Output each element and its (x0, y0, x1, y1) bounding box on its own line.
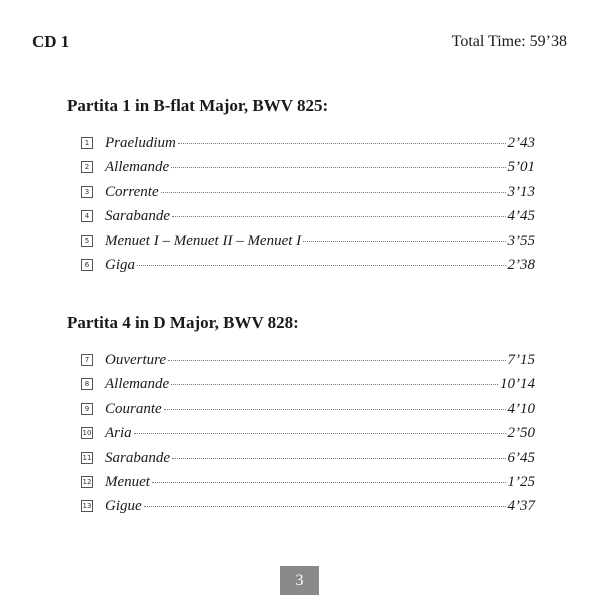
track-title: Allemande (105, 376, 170, 393)
track-duration: 3’55 (507, 232, 535, 249)
track-title: Gigue (105, 498, 142, 515)
track-number: 3 (81, 186, 93, 198)
track-duration: 6’45 (507, 449, 535, 466)
track-number: 7 (81, 354, 93, 366)
track-number: 11 (82, 453, 92, 462)
track-row (81, 135, 535, 159)
track-title: Allemande (105, 159, 170, 176)
track-number: 10 (82, 429, 92, 438)
track-row (81, 233, 535, 257)
track-row (81, 376, 535, 400)
track-title: Aria (105, 425, 132, 442)
track-duration: 10’14 (500, 376, 535, 393)
track-number: 12 (82, 477, 92, 486)
track-row (81, 184, 535, 208)
track-title: Praeludium (105, 135, 176, 151)
track-duration: 2’43 (507, 135, 535, 151)
track-duration: 1’25 (507, 473, 535, 490)
total-time: Total Time: 59’38 (451, 33, 567, 50)
track-list (67, 352, 535, 523)
track-number: 6 (81, 259, 93, 271)
track-row (81, 498, 535, 522)
track-duration: 2’50 (507, 425, 535, 442)
track-title: Sarabande (105, 449, 170, 466)
dot-leader (303, 241, 505, 242)
section-title: Partita 1 in B-flat Major, BWV 825: (67, 96, 329, 115)
section-title: Partita 4 in D Major, BWV 828: (67, 313, 299, 332)
track-row (81, 208, 535, 232)
dot-leader (171, 167, 505, 168)
track-duration: 4’37 (507, 498, 535, 515)
track-number: 13 (82, 502, 92, 511)
track-title: Sarabande (105, 208, 170, 225)
track-title: Menuet I – Menuet II – Menuet I (105, 232, 302, 249)
cd-label: CD 1 (32, 32, 70, 51)
dot-leader (171, 384, 498, 385)
track-row (81, 352, 535, 376)
track-number: 5 (81, 235, 93, 247)
track-number: 9 (81, 403, 93, 415)
track-duration: 2’38 (507, 256, 535, 273)
track-title: Courante (105, 400, 162, 417)
track-row (81, 159, 535, 183)
track-duration: 4’45 (507, 208, 535, 225)
dot-leader (152, 482, 506, 483)
track-title: Corrente (105, 183, 159, 200)
track-duration: 4’10 (507, 400, 535, 417)
dot-leader (164, 409, 506, 410)
dot-leader (134, 433, 506, 434)
dot-leader (161, 192, 506, 193)
track-duration: 7’15 (507, 352, 535, 368)
track-row (81, 474, 535, 498)
track-duration: 5’01 (507, 159, 535, 176)
page-header (32, 32, 567, 54)
dot-leader (144, 506, 506, 507)
dot-leader (168, 360, 505, 361)
track-row (81, 401, 535, 425)
dot-leader (172, 458, 506, 459)
track-number: 4 (81, 210, 93, 222)
partita-4-section (67, 312, 535, 523)
track-row (81, 450, 535, 474)
dot-leader (137, 265, 506, 266)
page-number: 3 (280, 566, 319, 595)
partita-1-section (67, 95, 535, 281)
track-number: 2 (81, 161, 93, 173)
track-row (81, 257, 535, 281)
track-number: 8 (81, 378, 93, 390)
dot-leader (178, 143, 506, 144)
track-duration: 3’13 (507, 183, 535, 200)
track-title: Ouverture (105, 352, 167, 368)
track-row (81, 425, 535, 449)
track-title: Menuet (105, 473, 150, 490)
track-list (67, 135, 535, 281)
track-number: 1 (81, 137, 93, 149)
dot-leader (172, 216, 506, 217)
track-title: Giga (105, 256, 135, 273)
